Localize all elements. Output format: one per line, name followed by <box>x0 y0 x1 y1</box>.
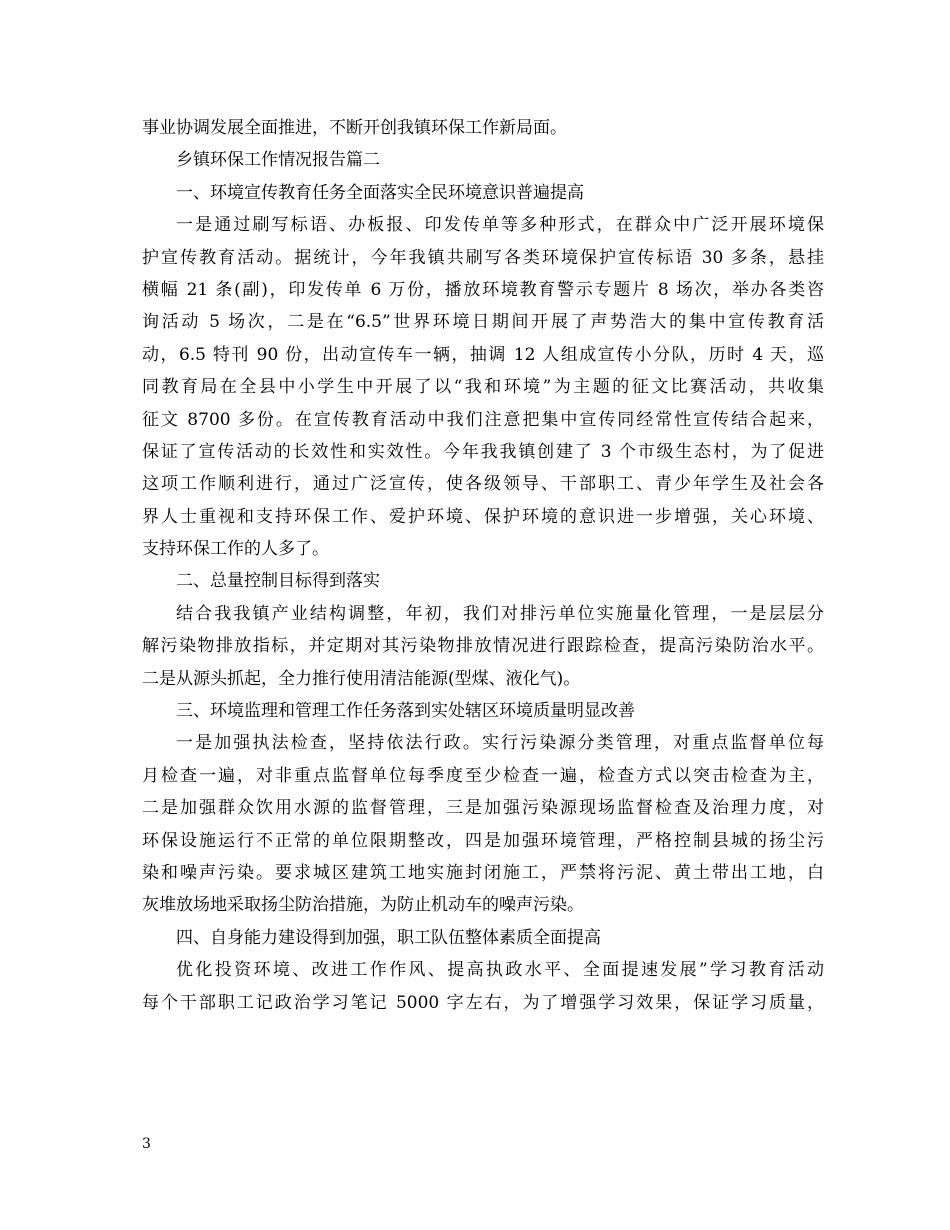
text-line: 每个干部职工记政治学习笔记 5000 字左右，为了增强学习效果，保证学习质量， <box>142 992 824 1013</box>
text-line: 横幅 21 条(副)，印发传单 6 万份，播放环境教育警示专题片 8 场次，举办各类咨 <box>142 279 824 300</box>
section-heading: 乡镇环保工作情况报告篇二 <box>176 150 380 171</box>
section-heading: 一、环境宣传教育任务全面落实全民环境意识普遍提高 <box>176 182 584 203</box>
text-line: 一是加强执法检查，坚持依法行政。实行污染源分类管理，对重点监督单位每 <box>176 733 824 754</box>
text-line-1: 事业协调发展全面推进，不断开创我镇环保工作新局面。 <box>142 118 567 138</box>
text-line: 月检查一遍，对非重点监督单位每季度至少检查一遍，检查方式以突击检查为主， <box>142 765 824 786</box>
document-body <box>142 112 824 1019</box>
text-line: 这项工作顺利进行，通过广泛宣传，使各级领导、干部职工、青少年学生及社会各 <box>142 474 824 495</box>
text-line: 环保设施运行不正常的单位限期整改，四是加强环境管理，严格控制县城的扬尘污 <box>142 830 824 851</box>
section-heading: 三、环境监理和管理工作任务落到实处辖区环境质量明显改善 <box>176 701 635 722</box>
text-line: 结合我我镇产业结构调整，年初，我们对排污单位实施量化管理，一是层层分 <box>176 603 824 624</box>
text-line: 解污染物排放指标，并定期对其污染物排放情况进行跟踪检查，提高污染防治水平。 <box>142 636 824 657</box>
text-line: 同教育局在全县中小学生中开展了以“我和环境”为主题的征文比赛活动，共收集 <box>142 377 824 398</box>
text-line: 灰堆放场地采取扬尘防治措施，为防止机动车的噪声污染。 <box>142 895 584 916</box>
text-line: 询活动 5 场次，二是在“6.5”世界环境日期间开展了声势浩大的集中宣传教育活 <box>142 312 824 333</box>
text-line: 保证了宣传活动的长效性和实效性。今年我我镇创建了 3 个市级生态村，为了促进 <box>142 441 824 462</box>
text-line: 护宣传教育活动。据统计，今年我镇共刷写各类环境保护宣传标语 30 多条，悬挂 <box>142 247 824 268</box>
page-number: 3 <box>142 1136 151 1152</box>
text-line: 支持环保工作的人多了。 <box>142 539 329 560</box>
text-line: 一是通过刷写标语、办板报、印发传单等多种形式，在群众中广泛开展环境保 <box>176 215 824 236</box>
text-line: 二是从源头抓起，全力推行使用清洁能源(型煤、液化气)。 <box>142 668 581 689</box>
text-line: 动，6.5 特刊 90 份，出动宣传车一辆，抽调 12 人组成宣传小分队，历时 4 天，巡 <box>142 344 824 365</box>
section-heading: 二、总量控制目标得到落实 <box>176 571 380 592</box>
text-line: 优化投资环境、改进工作作风、提高执政水平、全面提速发展”学习教育活动 <box>176 960 824 981</box>
section-heading: 四、自身能力建设得到加强，职工队伍整体素质全面提高 <box>176 927 601 948</box>
text-line: 二是加强群众饮用水源的监督管理，三是加强污染源现场监督检查及治理力度，对 <box>142 798 824 819</box>
text-line: 征文 8700 多份。在宣传教育活动中我们注意把集中宣传同经常性宣传结合起来， <box>142 409 824 430</box>
text-line: 染和噪声污染。要求城区建筑工地实施封闭施工，严禁将污泥、黄土带出工地，白 <box>142 862 824 883</box>
text-line: 界人士重视和支持环保工作、爱护环境、保护环境的意识进一步增强，关心环境、 <box>142 506 824 527</box>
